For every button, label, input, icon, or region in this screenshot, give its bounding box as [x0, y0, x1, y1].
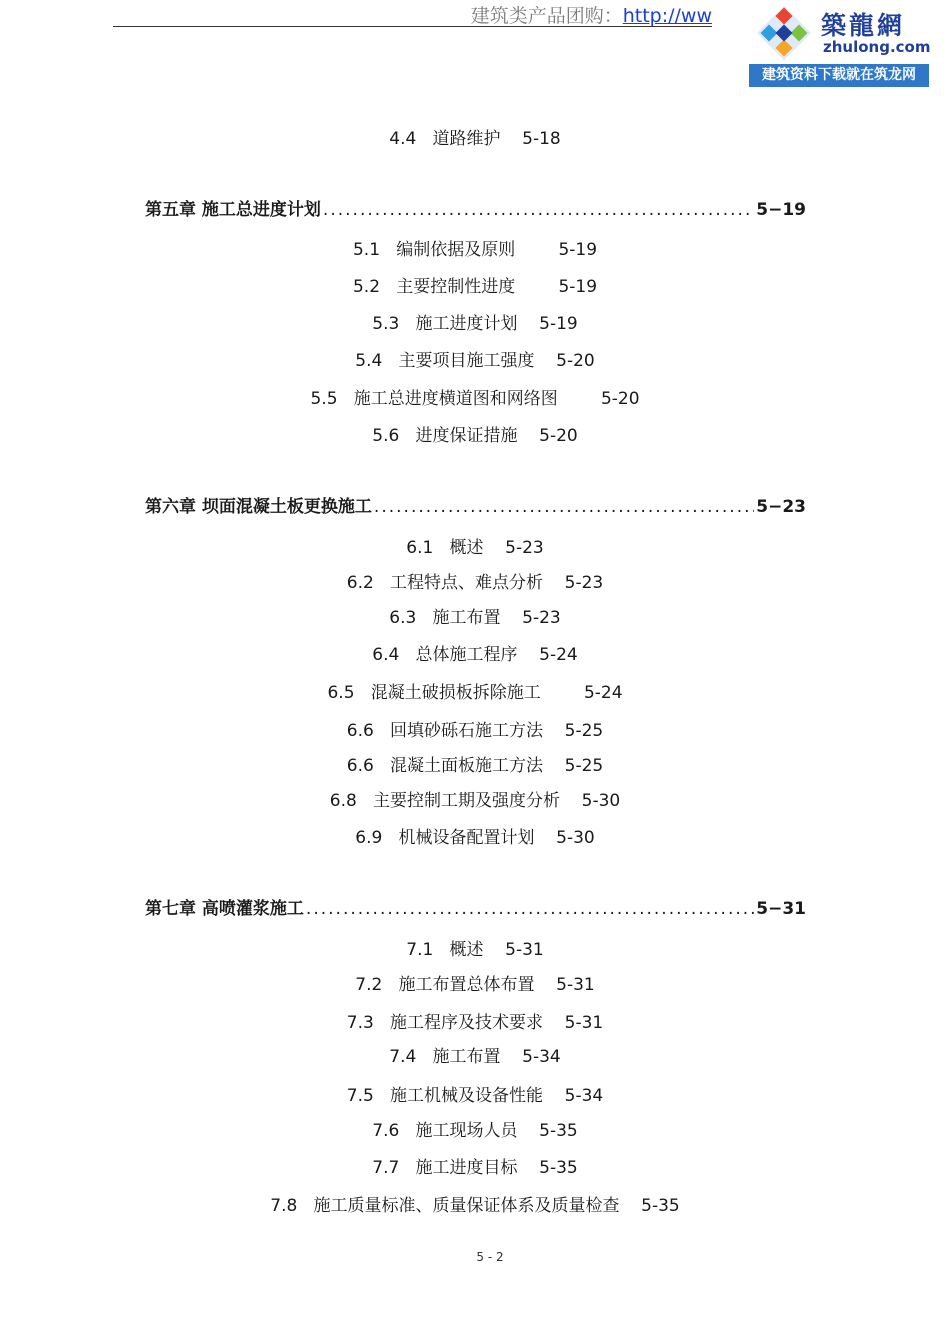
toc-entry-7-7[interactable]: 7.7 施工进度目标 5-35: [372, 1158, 578, 1178]
toc-entry-7-8[interactable]: 7.8 施工质量标准、质量保证体系及质量检查 5-35: [270, 1196, 680, 1216]
toc-chapter-6[interactable]: [145, 492, 806, 517]
toc-entry-5-1[interactable]: 5.1 编制依据及原则 5-19: [352, 240, 598, 260]
page-number: 5 - 2: [476, 1250, 504, 1264]
toc-entry-5-5[interactable]: 5.5 施工总进度横道图和网络图 5-20: [310, 389, 640, 409]
toc-entry-6-1[interactable]: 6.1 概述 5-23: [406, 538, 544, 558]
logo-tagline: 建筑资料下载就在筑龙网: [749, 64, 929, 87]
toc-entry-5-6[interactable]: 5.6 进度保证措施 5-20: [372, 426, 578, 446]
logo-mark-icon: [755, 4, 813, 62]
leader-dots: [374, 497, 754, 517]
toc-entry-6-3[interactable]: 6.3 施工布置 5-23: [389, 608, 561, 628]
zhulong-logo[interactable]: [749, 0, 929, 87]
toc-chapter-5[interactable]: [145, 195, 806, 220]
toc-entry-6-6a[interactable]: 6.6 回填砂砾石施工方法 5-25: [346, 721, 604, 741]
toc-entry-7-6[interactable]: 7.6 施工现场人员 5-35: [372, 1121, 578, 1141]
chapter-page: 5−23: [756, 497, 806, 517]
toc-entry-6-8[interactable]: 6.8 主要控制工期及强度分析 5-30: [329, 791, 621, 811]
toc-entry-6-6b[interactable]: 6.6 混凝土面板施工方法 5-25: [346, 756, 604, 776]
logo-domain: zhulong.com: [823, 38, 931, 56]
leader-dots: [323, 200, 754, 220]
toc-entry-7-1[interactable]: 7.1 概述 5-31: [406, 940, 544, 960]
leader-dots: [306, 899, 754, 919]
toc-entry-6-5[interactable]: 6.5 混凝土破损板拆除施工 5-24: [327, 683, 623, 703]
toc-entry-6-2[interactable]: 6.2 工程特点、难点分析 5-23: [346, 573, 604, 593]
chapter-title: 第六章 坝面混凝土板更换施工: [145, 497, 372, 517]
logo-top: [749, 0, 929, 64]
chapter-page: 5−31: [756, 899, 806, 919]
toc-entry-4-4[interactable]: 4.4 道路维护 5-18: [389, 129, 561, 149]
header-text: [0, 1, 712, 28]
chapter-title: 第五章 施工总进度计划: [145, 200, 321, 220]
header-rule: [113, 26, 712, 27]
toc-entry-5-4[interactable]: 5.4 主要项目施工强度 5-20: [355, 351, 595, 371]
toc-entry-6-9[interactable]: 6.9 机械设备配置计划 5-30: [355, 828, 595, 848]
toc-entry-7-3[interactable]: 7.3 施工程序及技术要求 5-31: [346, 1013, 604, 1033]
toc-entry-5-3[interactable]: 5.3 施工进度计划 5-19: [372, 314, 578, 334]
chapter-title: 第七章 高喷灌浆施工: [145, 899, 304, 919]
toc-entry-5-2[interactable]: 5.2 主要控制性进度 5-19: [352, 277, 598, 297]
header-label: 建筑类产品团购：: [470, 5, 623, 27]
toc-entry-7-4[interactable]: 7.4 施工布置 5-34: [389, 1047, 561, 1067]
logo-chinese: 築龍網: [821, 11, 906, 40]
toc-entry-7-2[interactable]: 7.2 施工布置总体布置 5-31: [355, 975, 595, 995]
toc-entry-7-5[interactable]: 7.5 施工机械及设备性能 5-34: [346, 1086, 604, 1106]
toc-chapter-7[interactable]: [145, 894, 806, 919]
header-link[interactable]: http://ww: [622, 5, 712, 27]
toc-entry-6-4[interactable]: 6.4 总体施工程序 5-24: [372, 645, 578, 665]
chapter-page: 5−19: [756, 200, 806, 220]
